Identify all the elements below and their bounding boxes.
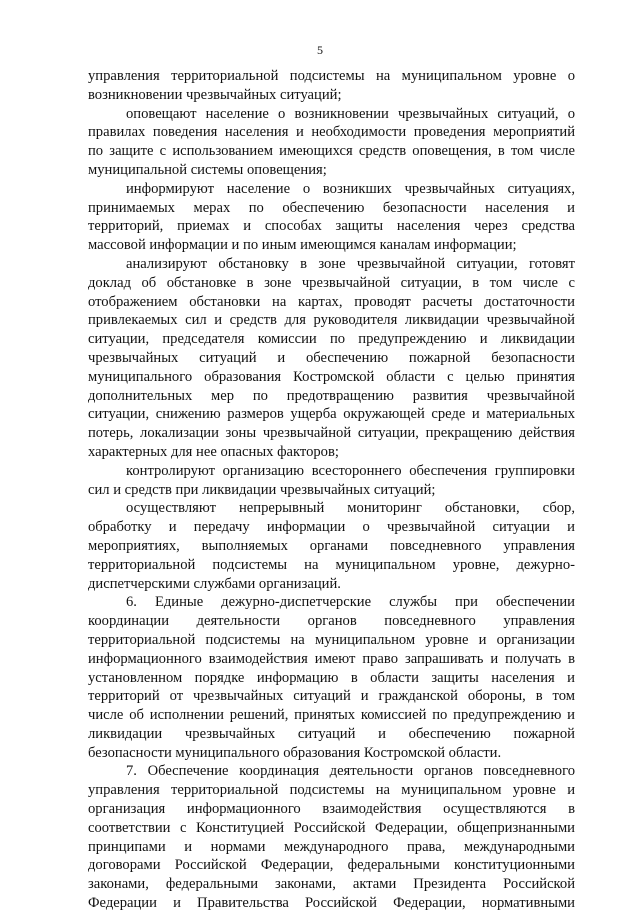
text-line: безопасности муниципального образования Костромской области. [88,744,502,761]
text-line: ликвидации чрезвычайных ситуаций и обеспечению пожарной [88,725,575,742]
text-line: по защите с использованием имеющихся средств оповещения, в том числе [88,143,575,160]
text-line: осуществляют непрерывный мониторинг обстановки, сбор, [126,500,575,517]
text-line: территорий от чрезвычайных ситуаций и гражданской обороны, в том [88,688,575,705]
text-line: законами, федеральными законами, актами Президента Российской [88,876,575,893]
text-line: мероприятиях, выполняемых органами повседневного управления [88,537,575,554]
text-line: привлекаемых сил и средств для руководителя ликвидации чрезвычайной [88,312,575,329]
paragraph [88,762,575,912]
text-line: потерь, локализации зоны чрезвычайной ситуации, прекращению действия [88,425,575,442]
text-line: 6. Единые дежурно-диспетчерские службы при обеспечении [126,594,575,611]
text-line: оповещают население о возникновении чрезвычайных ситуаций, о [126,105,575,122]
text-line: анализируют обстановку в зоне чрезвычайной ситуации, готовят [126,255,575,272]
paragraph [88,180,575,255]
paragraph [88,255,575,462]
text-line: обработку и передачу информации о чрезвычайной ситуации и [88,519,575,536]
text-line: дополнительных мер по предотвращению развития чрезвычайной [88,387,575,404]
text-line: ситуации, председателя комиссии по предупреждению и ликвидации [88,331,575,348]
text-line: установленном порядке информацию в области защиты населения и [88,669,575,686]
paragraph [88,462,575,500]
body-text [88,67,575,913]
text-line: управления территориальной подсистемы на муниципальном уровне о [88,68,575,84]
text-line: доклад об обстановке в зоне чрезвычайной ситуации, в том числе с [88,274,575,291]
text-line: территориальной подсистемы на муниципальном уровне и организации [88,631,575,648]
text-line: сил и средств при ликвидации чрезвычайных ситуаций; [88,481,436,498]
text-line: ситуации, снижению размеров ущерба окружающей среде и материальных [88,406,575,423]
text-line: контролируют организацию всестороннего обеспечения группировки [126,462,575,479]
text-line: числе об исполнении решений, принятых комиссией по предупреждению и [88,707,575,724]
text-line: чрезвычайных ситуаций и обеспечению пожарной безопасности [88,349,575,366]
text-line: информируют население о возникших чрезвычайных ситуациях, [126,180,575,197]
text-line: информационного взаимодействия имеют право запрашивать и получать в [88,650,575,667]
text-line: территорий, приемах и способах защиты населения через средства [88,218,575,235]
paragraph [88,593,575,762]
text-line: 7. Обеспечение координация деятельности органов повседневного [126,763,575,780]
text-line: договорами Российской Федерации, федеральными конституционными [88,857,575,874]
text-line: Федерации и Правительства Российской Федерации, нормативными [88,895,575,912]
text-line: характерных для нее опасных факторов; [88,443,339,460]
text-line: соответствии с Конституцией Российской Федерации, общепризнанными [88,819,575,836]
text-line: диспетчерскими службами организаций. [88,575,341,592]
text-line: муниципального образования Костромской области с целью принятия [88,368,575,385]
text-line: отображением обстановки на картах, проводят расчеты достаточности [88,293,575,310]
text-line: организация информационного взаимодействия осуществляются в [88,801,575,818]
text-line: принципами и нормами международного права, международными [88,838,575,855]
text-line: правилах поведения населения и необходимости проведения мероприятий [88,124,575,141]
text-line: муниципальной системы оповещения; [88,161,327,178]
paragraph [88,499,575,593]
text-line: управления территориальной подсистемы на муниципальном уровне и [88,782,575,799]
text-line: территориальной подсистемы на муниципальном уровне, дежурно- [88,556,575,573]
text-line: принимаемых мерах по обеспечению безопасности населения и [88,199,575,216]
text-line: массовой информации и по иным имеющимся каналам информации; [88,237,517,254]
text-line: возникновении чрезвычайных ситуаций; [88,86,342,103]
text-line: координации деятельности органов повседневного управления [88,613,575,630]
page-number: 5 [317,43,323,57]
paragraph [88,67,575,105]
paragraph [88,105,575,180]
